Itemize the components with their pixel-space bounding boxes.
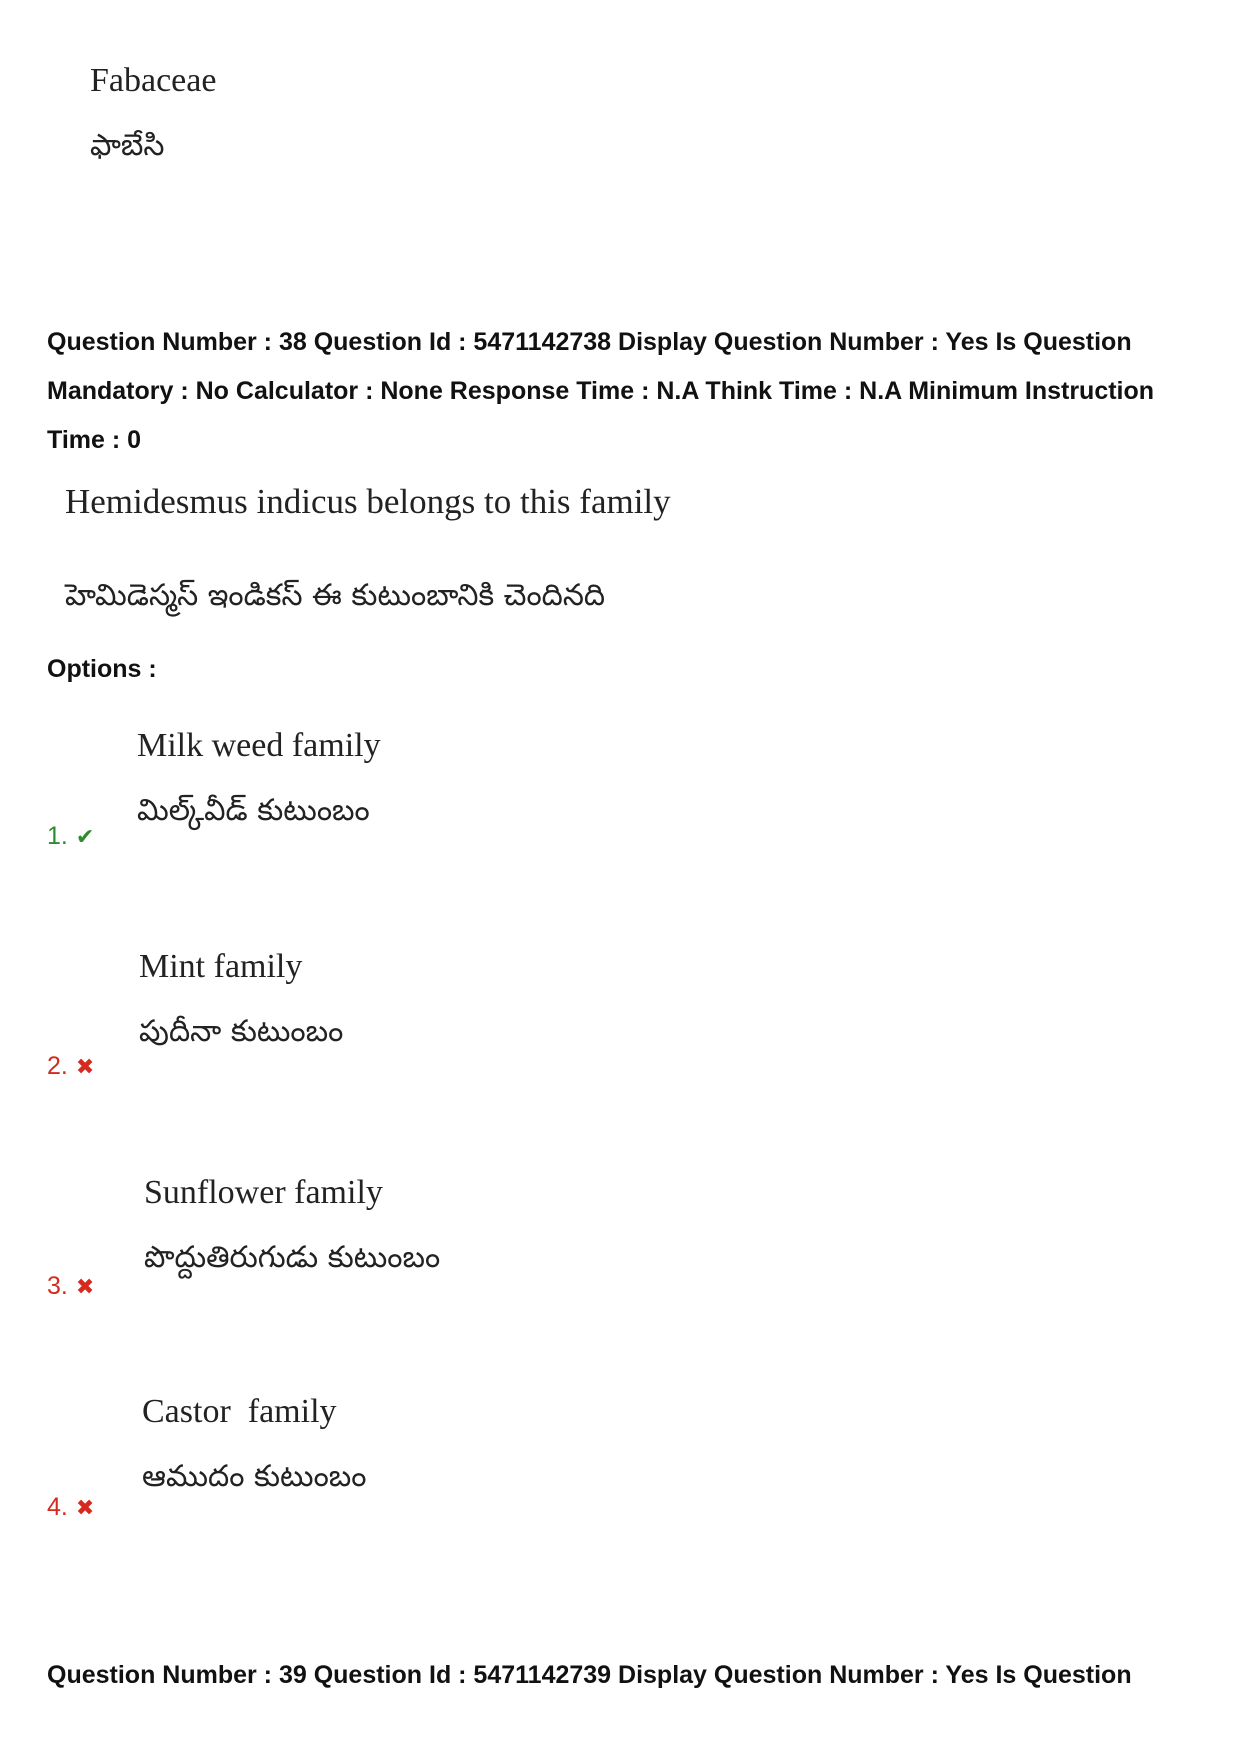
question-meta (47, 318, 1217, 465)
option-4-english: Castor family (142, 1393, 337, 1430)
option-4-number-label: 4. (47, 1493, 68, 1521)
option-1-number-label: 1. (47, 822, 68, 850)
option-3-number-label: 3. (47, 1272, 68, 1300)
prev-option-english: Fabaceae (90, 62, 217, 99)
question-meta-line-2: Mandatory : No Calculator : None Response Time : N.A Think Time : N.A Minimum Instruction (47, 377, 1155, 405)
option-4-telugu: ఆముదం కుటుంబం (142, 1459, 367, 1494)
cross-icon: ✖ (75, 1495, 95, 1520)
option-1-number (47, 822, 94, 851)
next-question-meta (47, 1651, 1217, 1700)
question-text-english: Hemidesmus indicus belongs to this family (65, 482, 671, 521)
option-2-number-label: 2. (47, 1052, 68, 1080)
question-text-telugu: హెమిడెస్మస్ ఇండికస్ ఈ కుటుంబానికి చెందినది (65, 578, 606, 613)
question-meta-line-3: Time : 0 (47, 426, 142, 454)
option-4-number (47, 1493, 94, 1522)
check-icon: ✔ (75, 824, 95, 849)
cross-icon: ✖ (75, 1054, 95, 1079)
options-label: Options : (47, 655, 157, 683)
option-3-english: Sunflower family (144, 1174, 383, 1211)
option-2-english: Mint family (139, 948, 303, 985)
next-question-meta-line-1: Question Number : 39 Question Id : 5471142739 Display Question Number : Yes Is Question (47, 1661, 1132, 1689)
prev-option-telugu: ఫాబేసి (90, 128, 165, 163)
option-3-number (47, 1272, 94, 1301)
question-meta-line-1: Question Number : 38 Question Id : 5471142738 Display Question Number : Yes Is Question (47, 328, 1132, 356)
option-3-telugu: పొద్దుతిరుగుడు కుటుంబం (144, 1240, 441, 1275)
cross-icon: ✖ (75, 1274, 95, 1299)
option-1-english: Milk weed family (137, 727, 381, 764)
option-2-number (47, 1052, 94, 1081)
option-2-telugu: పుదీనా కుటుంబం (139, 1014, 344, 1049)
option-1-telugu: మిల్క్‌వీడ్ కుటుంబం (137, 793, 370, 828)
